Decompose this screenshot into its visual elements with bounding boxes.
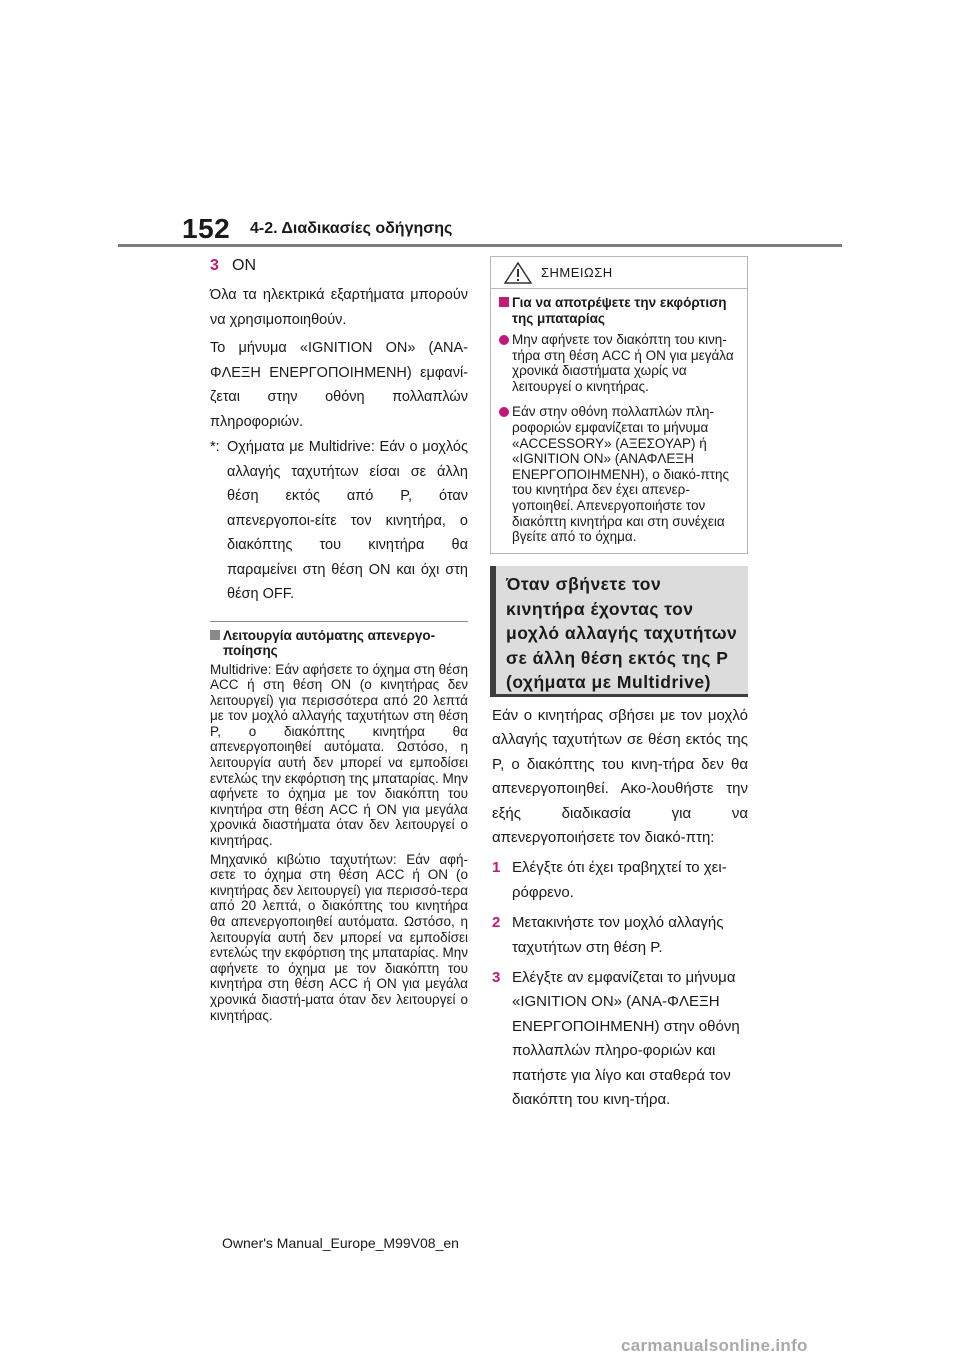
notice-header <box>491 257 747 289</box>
multidrive-paragraph: Multidrive: Εάν αφήσετε το όχημα στη θέση ACC ή στη θέση ON (ο κινητήρας δεν λειτουργεί) για περισσότερα από 20 λεπτά με τον μοχλό αλλαγής ταχυτήτων στη θέση P, ο διακόπτης κινητήρα θα απενεργοποιηθεί αυτόματα. Ωστόσο, η λειτουργία αυτή δεν μπορεί να εμποδίσει εντελώς την εκφόρτιση της μπαταρίας. Μην αφήνετε το όχημα με τον διακόπτη του κινητήρα στη θέση ACC ή ON για μεγάλα χρονικά διαστήματα όταν δεν λειτουργεί ο κινητήρας. <box>210 661 468 849</box>
watermark: carmanualsonline.info <box>621 1336 808 1355</box>
notice-bullet-text: Εάν στην οθόνη πολλαπλών πλη-ροφοριών εμφανίζεται το μήνυμα «ACCESSORY» (ΑΞΕΣΟΥΑΡ) ή «IGNITION ON» (ΑΝΑΦΛΕΞΗ ΕΝΕΡΓΟΠΟΙΗΜΕΝΗ), ο διακό-πτης του κινητήρα δεν έχει απενερ-γοποιηθεί. Απενεργοποιήστε τον διακόπτη κινητήρα και στη συνέχεια βγείτε από το όχημα. <box>512 404 730 545</box>
procedure-step <box>492 966 748 1112</box>
step-text: Ελέγξτε ότι έχει τραβηχτεί το χει-ρόφρενο. <box>512 859 727 901</box>
manual-transmission-paragraph: Μηχανικό κιβώτιο ταχυτήτων: Εάν αφή-σετε το όχημα στη θέση ACC ή ON (ο κινητήρας δεν λειτουργεί) για περισσό-τερα από 20 λεπτά, ο διακόπτης του κινητήρα θα απενεργοποιηθεί αυτόματα. Ωστόσο, η λειτουργία αυτή δεν μπορεί να εμποδίσει εντελώς την εκφόρτιση της μπαταρίας. Μην αφήνετε το όχημα με τον διακόπτη του κινητήρα στη θέση ACC ή ON για μεγάλα χρονικά διαστή-ματα όταν δεν λειτουργεί ο κινητήρας. <box>210 851 468 1023</box>
section-title: 4-2. Διαδικασίες οδήγησης <box>250 220 453 237</box>
notice-body <box>491 289 747 545</box>
procedure-step <box>492 911 748 960</box>
step-number: 2 <box>492 914 501 932</box>
page-number: 152 <box>182 213 231 244</box>
footer-text: Owner's Manual_Europe_M99V08_en <box>222 1235 459 1251</box>
auto-off-title: Λειτουργία αυτόματης απενεργο-ποίησης <box>223 627 436 658</box>
warning-triangle-icon <box>503 261 533 285</box>
notice-box <box>490 256 748 554</box>
footnote <box>210 435 468 607</box>
footnote-text: Οχήματα με Multidrive: Εάν ο μοχλός αλλαγής ταχυτήτων είσαι σε άλλη θέση εκτός από P, όταν απενεργοποι-είτε τον κινητήρα, ο διακόπτης του κινητήρα θα παραμείνει στη θέση ON και όχι στη θέση OFF. <box>227 439 468 602</box>
square-bullet-icon <box>210 630 220 640</box>
circle-bullet-icon <box>499 407 509 417</box>
step-number: 1 <box>492 859 501 877</box>
step-text: Μετακινήστε τον μοχλό αλλαγής ταχυτήτων στη θέση P. <box>512 914 724 956</box>
section-divider <box>210 621 468 622</box>
notice-bullet <box>499 332 739 394</box>
step-text: Ελέγξτε αν εμφανίζεται το μήνυμα «IGNITION ON» (ΑΝΑ-ΦΛΕΞΗ ΕΝΕΡΓΟΠΟΙΗΜΕΝΗ) στην οθόνη πολλαπλών πληρο-φοριών και πατήστε για λίγο και σταθερά τον διακόπτη του κινη-τήρα. <box>512 969 740 1109</box>
paragraph: Όλα τα ηλεκτρικά εξαρτήματα μπορούν να χρησιμοποιηθούν. <box>210 287 468 328</box>
step-number: 3 <box>492 969 501 987</box>
step-3-heading <box>210 252 468 279</box>
notice-subtitle: Για να αποτρέψετε την εκφόρτιση της μπαταρίας <box>512 295 727 326</box>
notice-title: ΣΗΜΕΙΩΣΗ <box>541 265 613 280</box>
notice-bullet <box>499 404 739 544</box>
step-number: 3 <box>210 257 219 274</box>
left-column <box>210 252 468 1026</box>
auto-off-heading <box>210 628 468 659</box>
notice-bullet-text: Μην αφήνετε τον διακόπτη του κινη-τήρα στη θέση ACC ή ON για μεγάλα χρονικά διαστήματα χωρίς να λειτουργεί ο κινητήρας. <box>512 332 734 394</box>
intro-paragraph: Εάν ο κινητήρας σβήσει με τον μοχλό αλλαγής ταχυτήτων σε θέση εκτός της P, ο διακόπτης του κινη-τήρα δεν θα απενεργοποιηθεί. Ακο-λουθήστε την εξής διαδικασία για να απενεργοποιήσετε τον διακό-πτη: <box>492 707 748 847</box>
right-column <box>492 704 748 1113</box>
step-label: ON <box>232 257 256 274</box>
circle-bullet-icon <box>499 335 509 345</box>
notice-subtitle-row <box>499 295 739 326</box>
footnote-mark: *: <box>210 439 220 455</box>
square-bullet-icon <box>499 297 509 307</box>
subsection-heading: Όταν σβήνετε τον κινητήρα έχοντας τον μοχλό αλλαγής ταχυτήτων σε άλλη θέση εκτός της P (οχήματα με Multidrive) <box>506 574 738 692</box>
procedure-step <box>492 856 748 905</box>
paragraph: Το μήνυμα «IGNITION ON» (ΑΝΑ-ΦΛΕΞΗ ΕΝΕΡΓΟΠΟΙΗΜΕΝΗ) εμφανί-ζεται στην οθόνη πολλαπλών πληροφοριών. <box>210 340 468 430</box>
heading-accent-bar <box>490 566 496 696</box>
header-divider <box>118 244 842 247</box>
